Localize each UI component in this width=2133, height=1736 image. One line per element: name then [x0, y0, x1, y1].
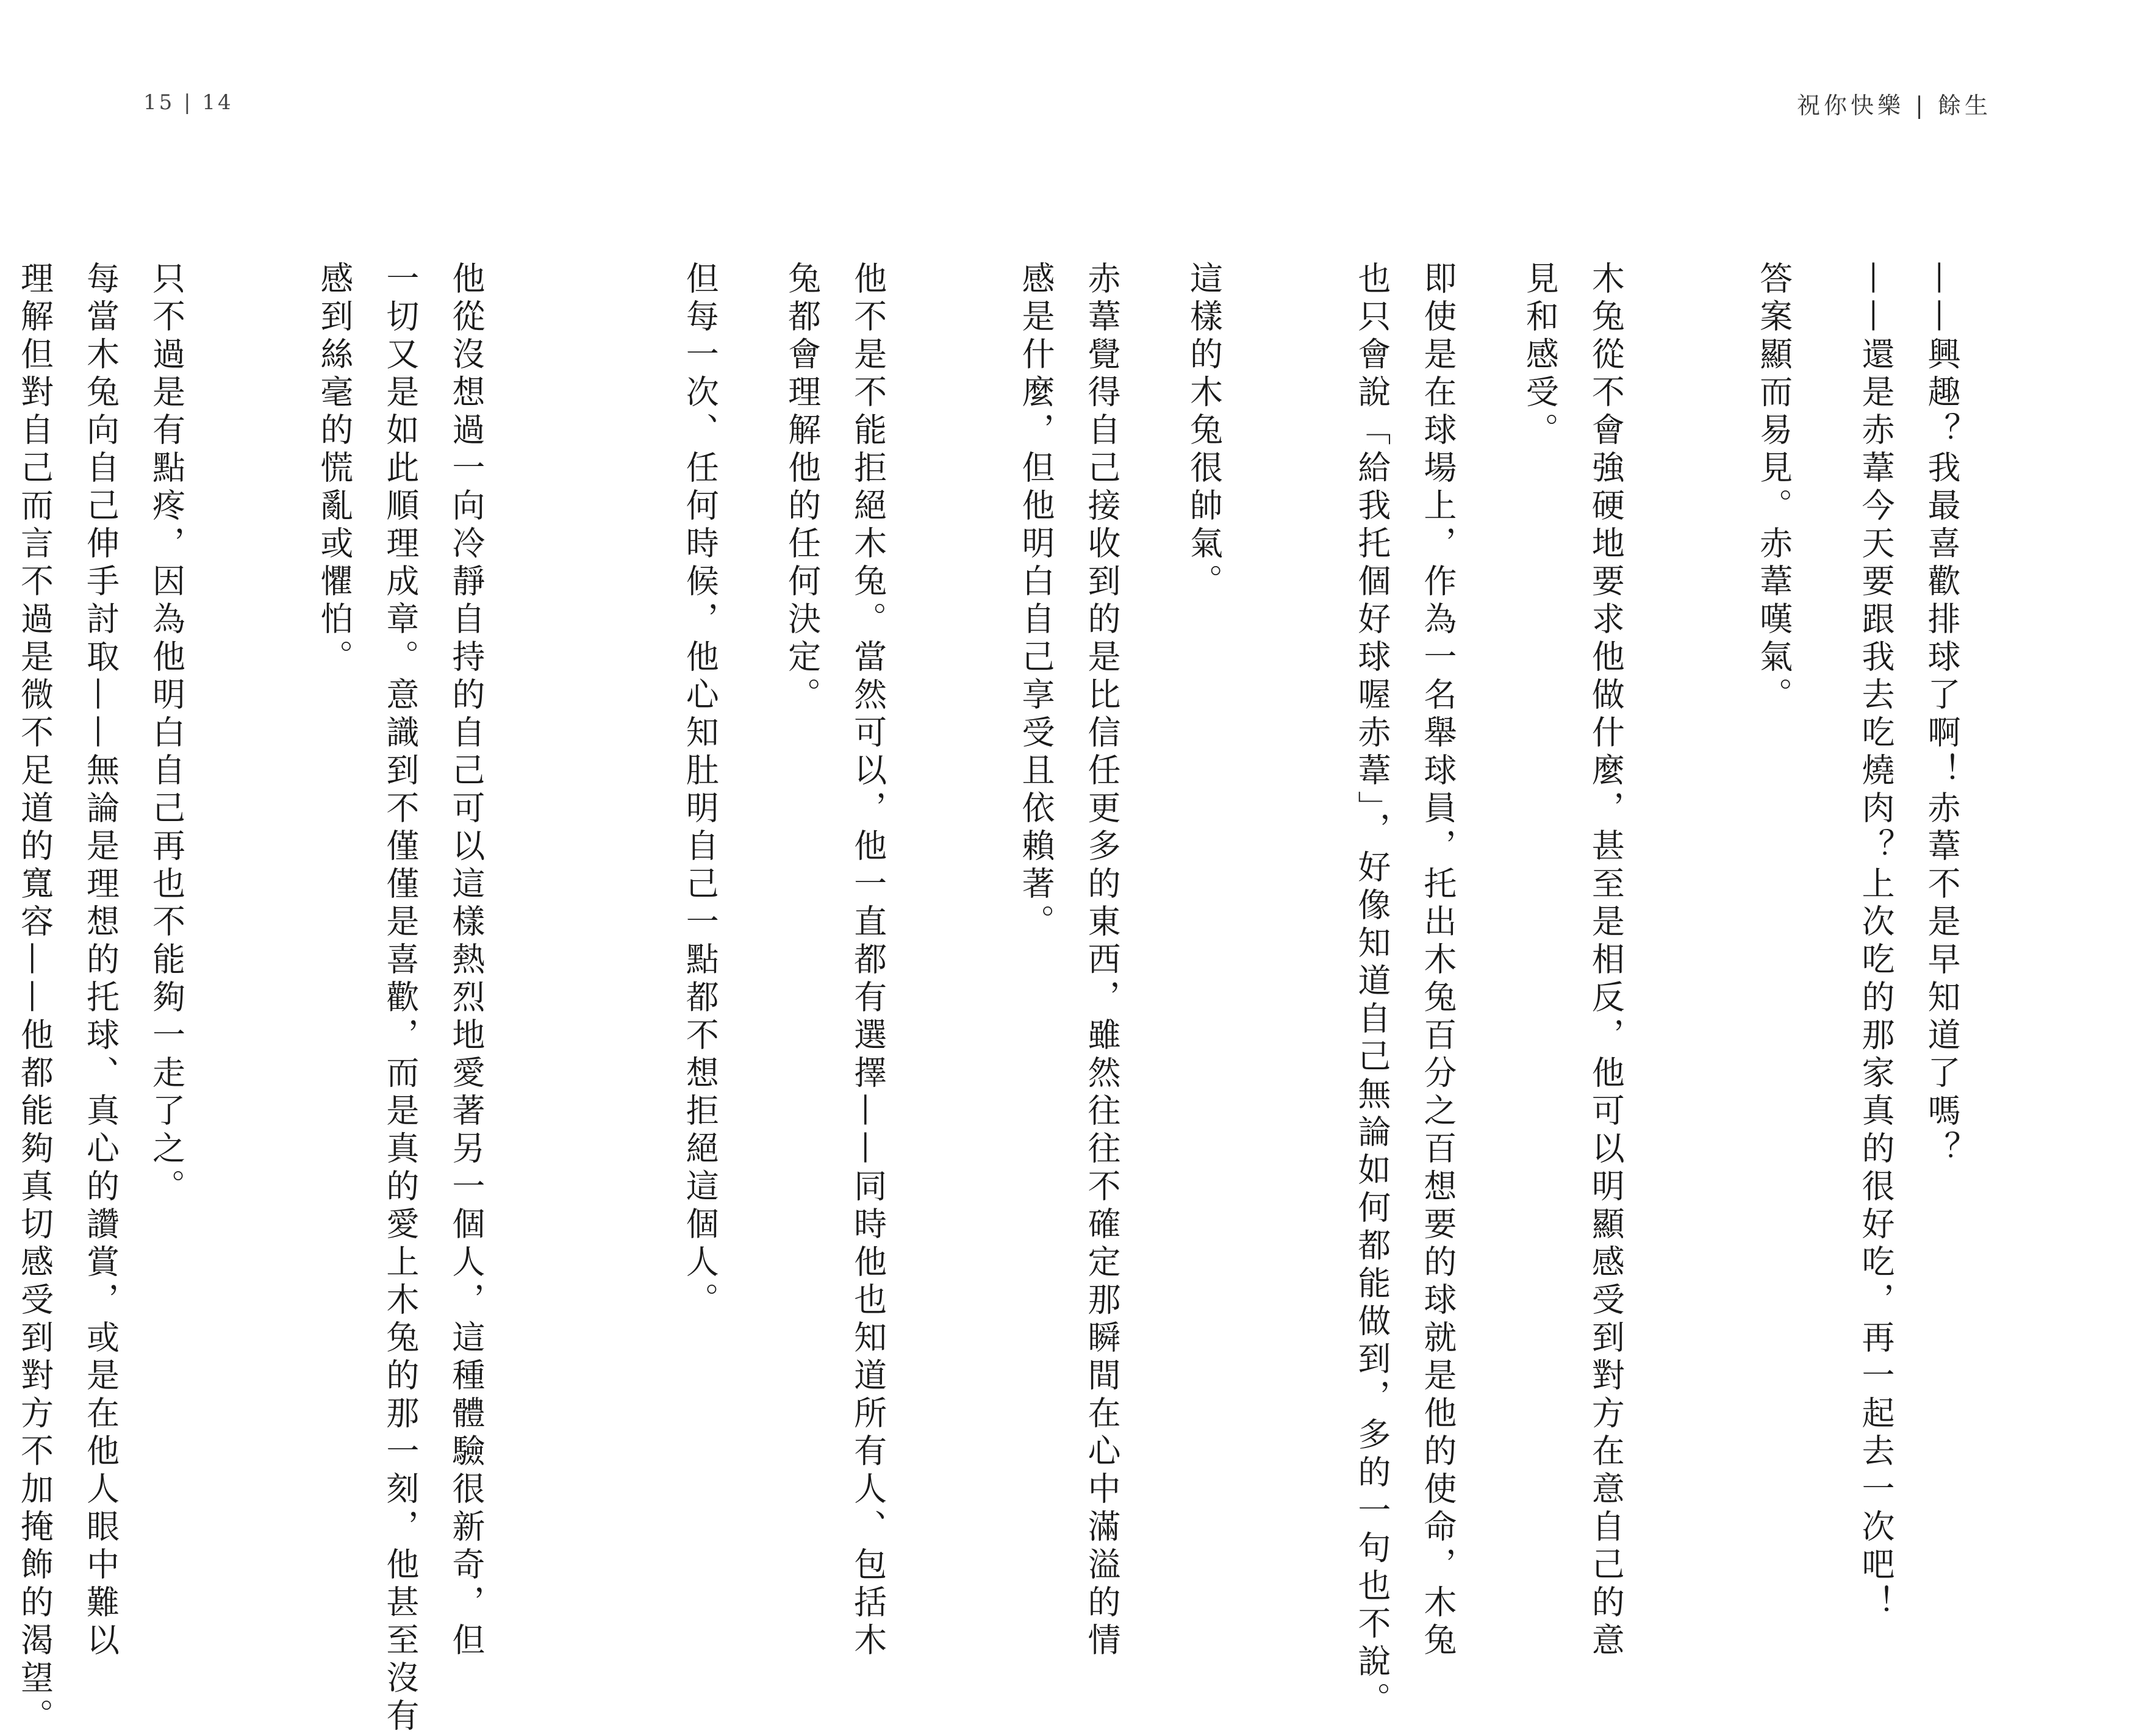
text-line: 每當木兔向自己伸手討取——無論是理想的托球、真心的讚賞，或是在他人眼中難以	[81, 261, 120, 1660]
text-line: 這樣的木兔很帥氣。	[1185, 261, 1224, 601]
text-line: 一切又是如此順理成章。意識到不僅僅是喜歡，而是真的愛上木兔的那一刻，他甚至沒有	[381, 261, 420, 1736]
text-line: 也只會說「給我托個好球喔赤葦」，好像知道自己無論如何都能做到，多的一句也不說。	[1352, 261, 1391, 1720]
text-line: 他不是不能拒絕木兔。當然可以，他一直都有選擇——同時他也知道所有人、包括木	[848, 261, 887, 1660]
text-line: 但每一次、任何時候，他心知肚明自己一點都不想拒絕這個人。	[681, 261, 720, 1320]
text-line: ——還是赤葦今天要跟我去吃燒肉？上次吃的那家真的很好吃，再一起去一次吧！	[1857, 261, 1895, 1623]
text-line: 木兔從不會強硬地要求他做什麼，甚至是相反，他可以明顯感受到對方在意自己的意	[1586, 261, 1626, 1660]
text-line: 只不過是有點疼，因為他明白自己再也不能夠一走了之。	[147, 261, 186, 1207]
page-numbers: 15 | 14	[143, 90, 234, 115]
text-line: 赤葦覺得自己接收到的是比信任更多的東西，雖然往往不確定那瞬間在心中滿溢的情	[1083, 261, 1122, 1660]
text-line: 見和感受。	[1521, 261, 1560, 450]
vertical-body-text	[15, 261, 1974, 1736]
text-line: 他從沒想過一向冷靜自持的自己可以這樣熱烈地愛著另一個人，這種體驗很新奇，但	[446, 261, 486, 1660]
running-header-title: 祝你快樂 | 餘生	[1797, 92, 1991, 119]
text-line: 感是什麼，但他明白自己享受且依賴著。	[1017, 261, 1056, 942]
text-line: 即使是在球場上，作為一名舉球員，托出木兔百分之百想要的球就是他的使命，木兔	[1418, 261, 1457, 1660]
text-line: 兔都會理解他的任何決定。	[783, 261, 822, 715]
text-line: 感到絲毫的慌亂或懼怕。	[315, 261, 354, 677]
text-line: ——興趣？我最喜歡排球了啊！赤葦不是早知道了嗎？	[1923, 261, 1961, 1169]
text-line: 理解但對自己而言不過是微不足道的寬容——他都能夠真切感受到對方不加掩飾的渴望。	[15, 261, 54, 1736]
text-line: 答案顯而易見。赤葦嘆氣。	[1754, 261, 1793, 715]
